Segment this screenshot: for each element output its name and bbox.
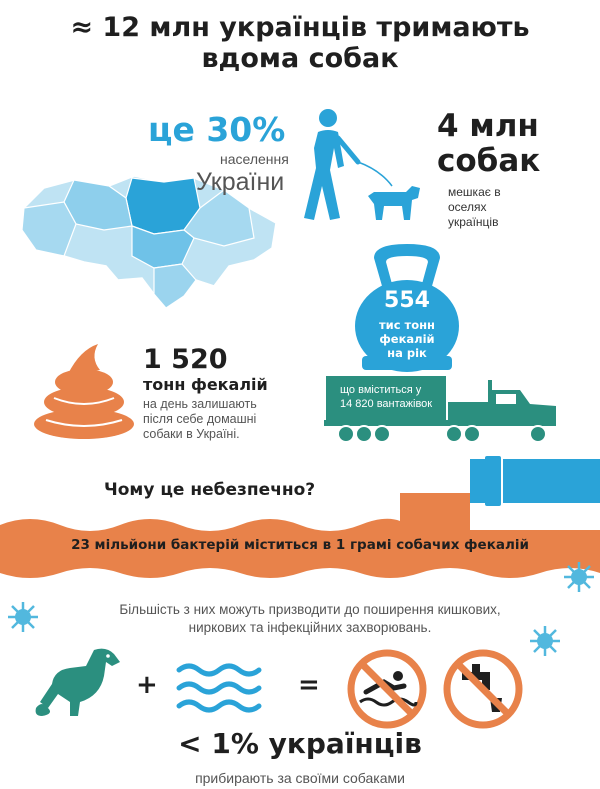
kettlebell-unit-line: тис тонн (378, 318, 435, 332)
dogs-count-line-2: собак (437, 143, 541, 179)
dogs-desc-line: оселях (448, 200, 487, 214)
dogs-description (448, 185, 501, 230)
feces-number: 1 520 (143, 344, 228, 375)
truck-text-line: що вміститься у (340, 384, 422, 396)
bacteria-banner: 23 мільйони бактерій міститься в 1 грамі собачих фекалій (71, 537, 529, 553)
kettlebell-unit-line: фекалій (379, 332, 435, 346)
kettlebell-unit-line: на рік (387, 346, 427, 360)
dogs-count-line-1: 4 млн (437, 108, 539, 144)
kettlebell-unit (358, 318, 456, 360)
dogs-desc-line: мешкає в (448, 185, 501, 199)
population-percent: це 30% (148, 110, 286, 149)
feces-unit: тонн фекалій (143, 375, 268, 394)
title-line-2: вдома собак (201, 43, 399, 74)
truck-text (340, 383, 432, 411)
title-line-1: ≈ 12 млн українців тримають (70, 12, 530, 43)
plus-sign: + (136, 670, 158, 700)
feces-desc-line: на день залишають (143, 397, 257, 411)
pipe-icon (0, 455, 600, 580)
kettlebell-number: 554 (384, 288, 430, 313)
no-drinking-water-icon (442, 648, 524, 730)
disease-text-line: Більшість з них можуть призводити до поширення кишкових, (119, 602, 501, 617)
footer-stat: < 1% українців (178, 727, 422, 760)
poop-icon (32, 340, 136, 440)
virus-icon (562, 560, 596, 594)
water-waves-icon (175, 660, 265, 716)
feces-description (143, 397, 257, 442)
population-label-large: України (196, 168, 285, 196)
population-label-small: населення (220, 151, 289, 167)
disease-text (40, 601, 580, 637)
virus-icon (6, 600, 40, 634)
person-walking-dog-icon (300, 108, 430, 228)
page-title (0, 12, 600, 74)
feces-desc-line: собаки в Україні. (143, 427, 240, 441)
dogs-desc-line: українців (448, 215, 499, 229)
truck-text-line: 14 820 вантажівок (340, 398, 433, 410)
feces-desc-line: після себе домашні (143, 412, 257, 426)
no-swimming-icon (346, 648, 428, 730)
footer-text: прибирають за своїми собаками (195, 770, 405, 786)
disease-text-line: ниркових та інфекційних захворювань. (188, 620, 432, 635)
dog-pooping-icon (34, 642, 124, 720)
danger-question: Чому це небезпечно? (104, 480, 316, 500)
equals-sign: = (298, 670, 320, 700)
